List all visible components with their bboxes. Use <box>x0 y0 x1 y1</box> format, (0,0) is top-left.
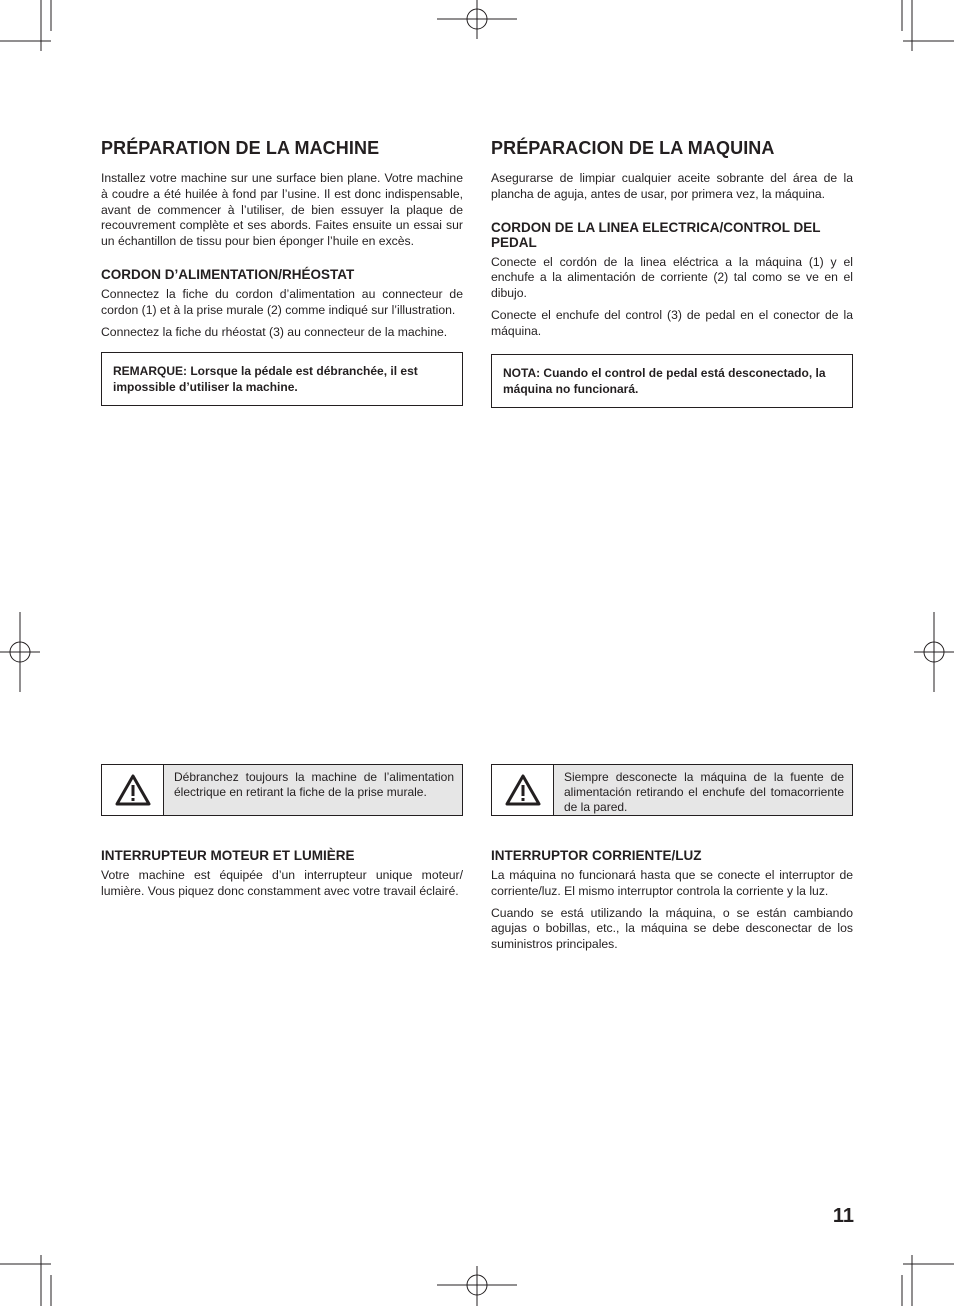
section-title-es: PRÉPARACION DE LA MAQUINA <box>491 138 775 158</box>
warning-text-es: Siempre desconecte la máquina de la fuente de alimentación retirando el enchufe del tomacorriente de la pared. <box>554 765 852 815</box>
warning-triangle-icon <box>492 765 554 815</box>
switch-section-fr <box>101 848 463 906</box>
cord-paragraph-1-es: Conecte el cordón de la linea eléctrica a la máquina (1) y el enchufe a la alimentación de corriente (2) tal como se ve en el dibujo. <box>491 254 853 301</box>
cord-paragraph-1-fr: Connectez la fiche du cordon d’alimentation au connecteur de cordon (1) et à la prise murale (2) comme indiqué sur l’illustration. <box>101 286 463 317</box>
note-box-fr: REMARQUE: Lorsque la pédale est débranchée, il est impossible d’utiliser la machine. <box>101 352 463 406</box>
crop-mark-icon <box>0 0 51 51</box>
switch-paragraph-1-es: La máquina no funcionará hasta que se conecte el interruptor de corriente/luz. El mismo interruptor controla la corriente y la luz. <box>491 868 853 898</box>
registration-mark-icon <box>437 1266 517 1306</box>
crop-mark-icon <box>902 1255 954 1306</box>
cord-heading-fr: CORDON D’ALIMENTATION/RHÉOSTAT <box>101 266 355 282</box>
warning-box-es <box>491 764 853 816</box>
cord-paragraph-2-fr: Connectez la fiche du rhéostat (3) au connecteur de la machine. <box>101 324 448 339</box>
cord-paragraph-2-es: Conecte el enchufe del control (3) de pedal en el conector de la máquina. <box>491 307 853 338</box>
warning-box-fr <box>101 764 463 816</box>
registration-mark-icon <box>914 612 954 692</box>
switch-heading-es: INTERRUPTOR CORRIENTE/LUZ <box>491 848 702 863</box>
switch-section-es <box>491 848 853 959</box>
registration-mark-icon <box>0 612 40 692</box>
page-number: 11 <box>832 1205 854 1227</box>
cord-heading-es: CORDON DE LA LINEA ELECTRICA/CONTROL DEL PEDAL <box>491 219 821 250</box>
switch-paragraph-1-fr: Votre machine est équipée d’un interrupteur unique moteur/ lumière. Vous piquez donc constamment avec votre travail éclairé. <box>101 868 463 898</box>
section-title-fr: PRÉPARATION DE LA MACHINE <box>101 138 380 158</box>
warning-triangle-icon <box>102 765 164 815</box>
switch-heading-fr: INTERRUPTEUR MOTEUR ET LUMIÈRE <box>101 848 355 863</box>
crop-mark-icon <box>0 1255 51 1306</box>
registration-mark-icon <box>437 0 517 39</box>
note-box-es: NOTA: Cuando el control de pedal está desconectado, la máquina no funcionará. <box>491 354 853 408</box>
crop-mark-icon <box>902 0 954 51</box>
warning-text-fr: Débranchez toujours la machine de l’alimentation électrique en retirant la fiche de la prise murale. <box>164 765 462 815</box>
spanish-column <box>491 138 853 408</box>
intro-paragraph-fr: Installez votre machine sur une surface bien plane. Votre machine à coudre a été huilée à fond par l’usine. Il est donc indispensable, avant de commencer à l’utiliser, de bien essuyer la plaque de recouvrement complète et ses abords. Faites ensuite un essai sur un échantillon de tissu pour bien éponger l’huile en excès. <box>101 171 463 249</box>
switch-paragraph-2-es: Cuando se está utilizando la máquina, o se están cambiando agujas o bobillas, etc., la máquina se debe desconectar de los suministros principales. <box>491 905 853 952</box>
french-column <box>101 138 463 406</box>
intro-paragraph-es: Asegurarse de limpiar cualquier aceite sobrante del área de la plancha de aguja, antes de usar, por primera vez, la máquina. <box>491 171 853 201</box>
